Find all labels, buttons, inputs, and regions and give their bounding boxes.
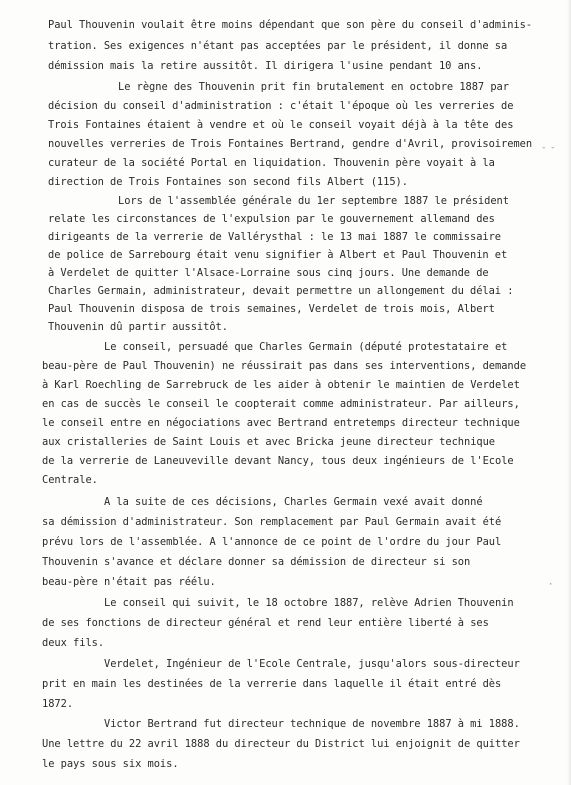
text-line: de la verrerie de Laneuveville devant Nancy, tous deux ingénieurs de l'Ecole: [42, 455, 514, 467]
margin-mark: -: [541, 143, 547, 153]
text-line: démission mais la retire aussitôt. Il dirigera l'usine pendant 10 ans.: [48, 60, 483, 72]
text-line: deux fils.: [42, 637, 105, 649]
text-line: prit en main les destinées de la verrerie dans laquelle il était entré dès: [42, 678, 502, 690]
text-line: aux cristalleries de Saint Louis et avec Bricka jeune directeur technique: [42, 436, 496, 448]
text-line: Lors de l'assemblée générale du 1er septembre 1887 le président: [118, 195, 509, 207]
text-line: A la suite de ces décisions, Charles Germain vexé avait donné: [104, 496, 483, 508]
text-line: tration. Ses exigences n'étant pas acceptées par le président, il donne sa: [48, 40, 508, 52]
text-line: relate les circonstances de l'expulsion par le gouvernement allemand des: [48, 213, 495, 225]
text-line: le conseil entre en négociations avec Bertrand entretemps directeur technique: [42, 417, 520, 429]
margin-mark: ·: [548, 580, 554, 590]
text-line: Le conseil, persuadé que Charles Germain (député protestataire et: [104, 341, 508, 353]
text-line: Centrale.: [42, 474, 98, 486]
text-line: de ses fonctions de directeur général et rend leur entière liberté à ses: [42, 617, 489, 629]
page-edge-shadow: [567, 0, 571, 785]
text-line: décision du conseil d'administration : c'était l'époque où les verreries de: [48, 100, 514, 112]
text-line: Thouvenin s'avance et déclare donner sa démission de directeur si son: [42, 556, 471, 568]
text-line: Thouvenin dû partir aussitôt.: [48, 321, 228, 333]
text-line: en cas de succès le conseil le coopterait comme administrateur. Par ailleurs,: [42, 398, 520, 410]
text-line: à Verdelet de quitter l'Alsace-Lorraine sous cinq jours. Une demande de: [48, 267, 489, 279]
text-line: Trois Fontaines étaient à vendre et où le conseil voyait déjà à la tête des: [48, 119, 514, 131]
text-line: Une lettre du 22 avril 1888 du directeur du District lui enjoignit de quitter: [42, 738, 520, 750]
text-line: nouvelles verreries de Trois Fontaines Bertrand, gendre d'Avril, provisoiremen: [48, 138, 533, 150]
text-line: Paul Thouvenin disposa de trois semaines, Verdelet de trois mois, Albert: [48, 303, 495, 315]
text-line: Le règne des Thouvenin prit fin brutalement en octobre 1887 par: [118, 81, 509, 93]
text-line: Paul Thouvenin voulait être moins dépendant que son père du conseil d'adminis-: [48, 19, 533, 31]
text-line: sa démission d'administrateur. Son remplacement par Paul Germain avait été: [42, 516, 502, 528]
text-line: à Karl Roechling de Sarrebruck de les aider à obtenir le maintien de Verdelet: [42, 379, 520, 391]
text-line: direction de Trois Fontaines son second fils Albert (115).: [48, 176, 408, 188]
text-line: Charles Germain, administrateur, devait permettre un allongement du délai :: [48, 285, 514, 297]
text-line: curateur de la société Portal en liquidation. Thouvenin père voyait à la: [48, 157, 495, 169]
text-line: de police de Sarrebourg était venu signifier à Albert et Paul Thouvenin et: [48, 249, 508, 261]
text-line: 1872.: [42, 698, 74, 710]
text-line: dirigeants de la verrerie de Vallérysthal : le 13 mai 1887 le commissaire: [48, 231, 502, 243]
text-line: Verdelet, Ingénieur de l'Ecole Centrale, jusqu'alors sous-directeur: [104, 658, 520, 670]
margin-mark: -: [550, 143, 556, 153]
text-line: beau-père n'était pas réélu.: [42, 576, 216, 588]
text-line: Le conseil qui suivit, le 18 octobre 1887, relève Adrien Thouvenin: [104, 597, 514, 609]
text-line: le pays sous six mois.: [42, 758, 179, 770]
text-line: beau-père de Paul Thouvenin) ne réussirait pas dans ses interventions, demande: [42, 360, 527, 372]
text-line: prévu lors de l'assemblée. A l'annonce de ce point de l'ordre du jour Paul: [42, 536, 502, 548]
text-line: Victor Bertrand fut directeur technique de novembre 1887 à mi 1888.: [104, 718, 520, 730]
